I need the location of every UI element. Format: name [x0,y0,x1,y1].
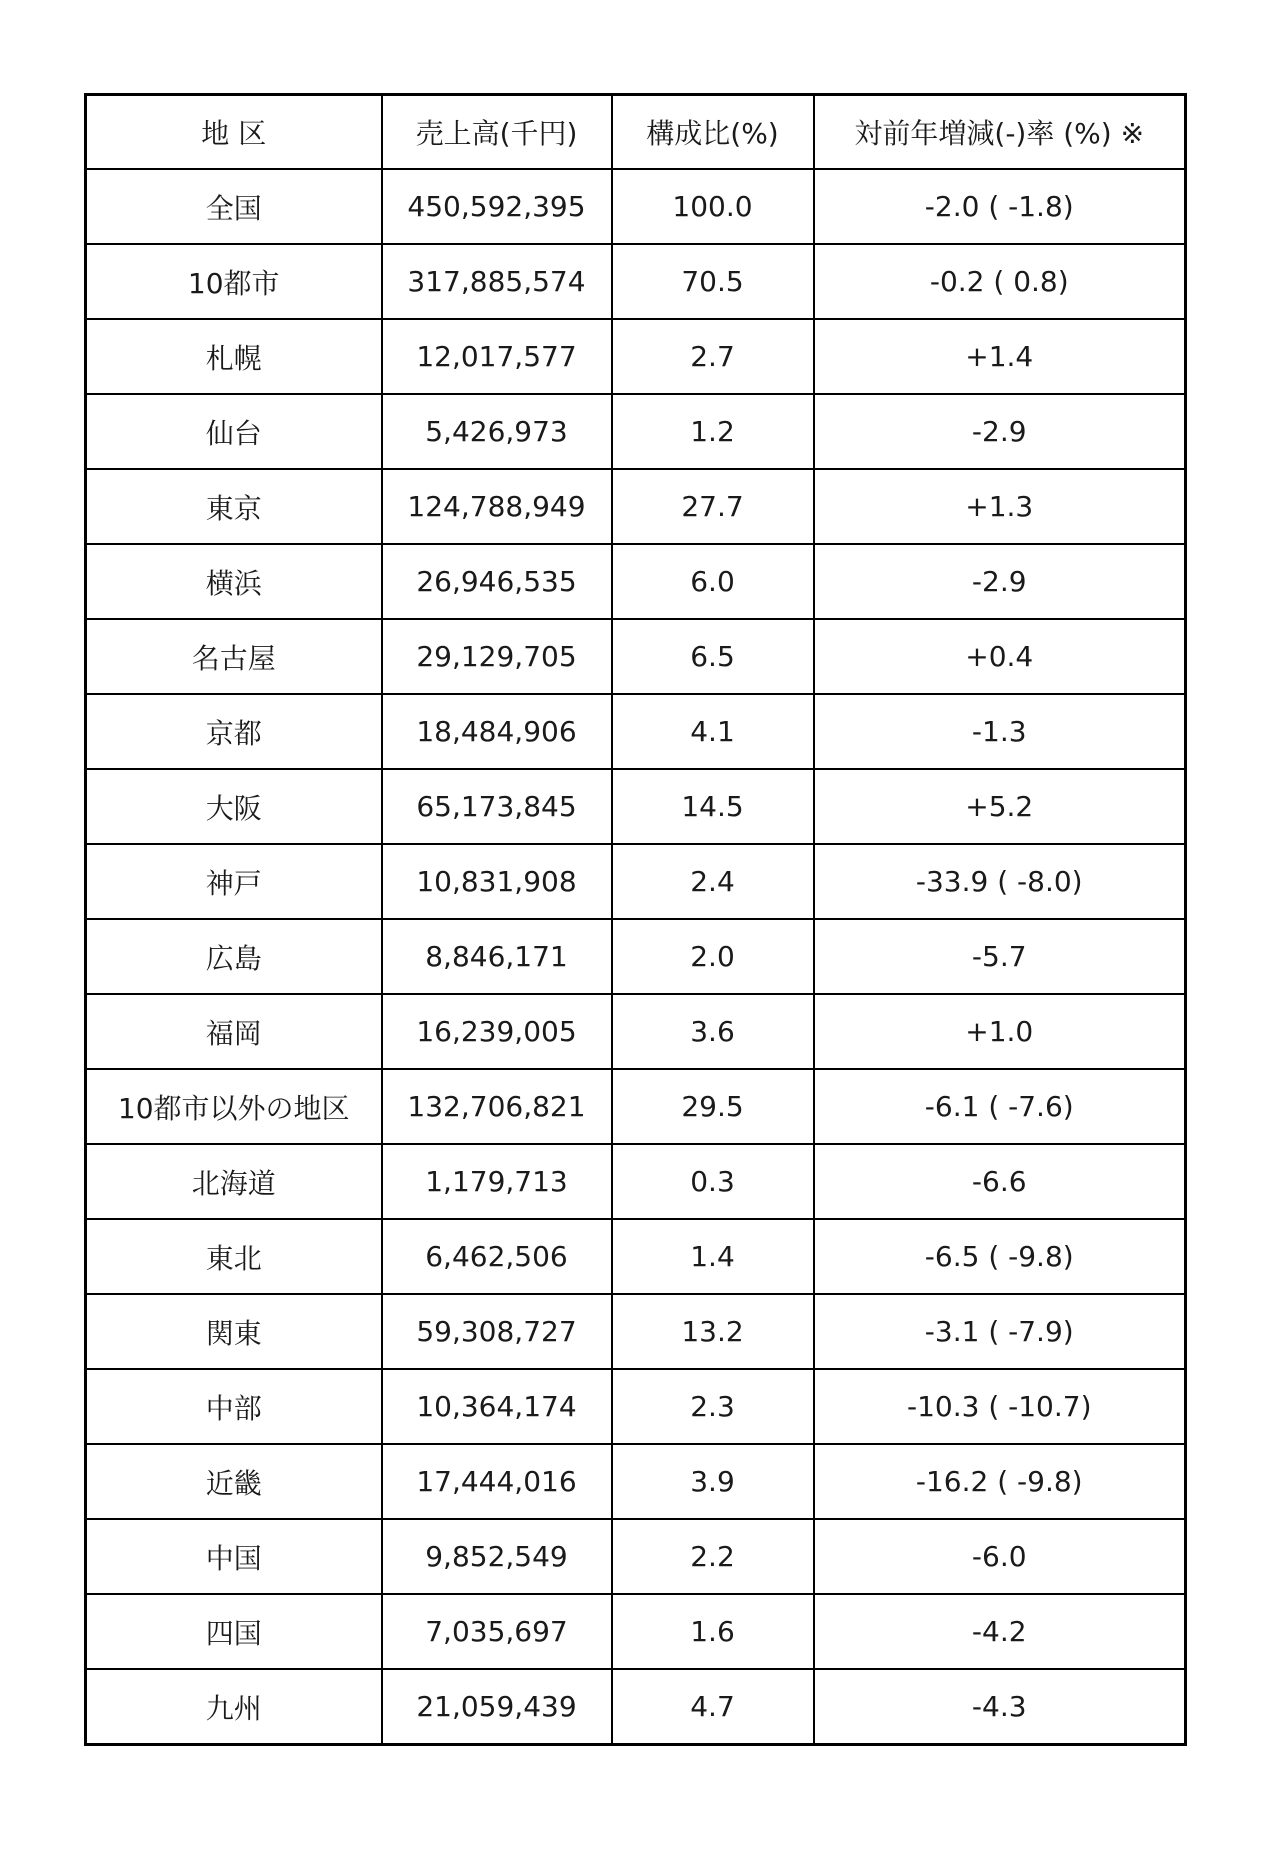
cell-sales: 10,831,908 [382,844,612,919]
cell-share: 29.5 [612,1069,814,1144]
table-row [86,1144,1186,1219]
cell-sales: 7,035,697 [382,1594,612,1669]
cell-share: 1.4 [612,1219,814,1294]
cell-sales: 132,706,821 [382,1069,612,1144]
cell-share: 14.5 [612,769,814,844]
cell-sales: 59,308,727 [382,1294,612,1369]
cell-sales: 10,364,174 [382,1369,612,1444]
cell-region: 北海道 [86,1144,382,1219]
cell-share: 2.0 [612,919,814,994]
cell-yoy-change: -4.2 [814,1594,1186,1669]
cell-share: 2.7 [612,319,814,394]
regional-sales-table [84,93,1187,1746]
header-sales: 売上高(千円) [382,95,612,170]
table-row [86,919,1186,994]
cell-region: 仙台 [86,394,382,469]
cell-yoy-change: -6.0 [814,1519,1186,1594]
cell-yoy-change: +5.2 [814,769,1186,844]
table-row [86,1369,1186,1444]
cell-yoy-change: +1.4 [814,319,1186,394]
cell-sales: 9,852,549 [382,1519,612,1594]
cell-yoy-change: -1.3 [814,694,1186,769]
cell-sales: 317,885,574 [382,244,612,319]
cell-region: 全国 [86,169,382,244]
cell-share: 3.6 [612,994,814,1069]
table-row [86,169,1186,244]
table-row [86,994,1186,1069]
table-row [86,844,1186,919]
cell-sales: 65,173,845 [382,769,612,844]
cell-region: 関東 [86,1294,382,1369]
cell-share: 1.6 [612,1594,814,1669]
cell-yoy-change: -6.6 [814,1144,1186,1219]
cell-region: 神戸 [86,844,382,919]
cell-sales: 450,592,395 [382,169,612,244]
cell-region: 大阪 [86,769,382,844]
document-page [84,93,1184,1746]
table-row [86,1669,1186,1745]
cell-region: 横浜 [86,544,382,619]
table-row [86,1519,1186,1594]
cell-share: 4.1 [612,694,814,769]
cell-yoy-change: -6.1 ( -7.6) [814,1069,1186,1144]
cell-yoy-change: +0.4 [814,619,1186,694]
cell-yoy-change: -33.9 ( -8.0) [814,844,1186,919]
cell-region: 四国 [86,1594,382,1669]
cell-yoy-change: -2.9 [814,544,1186,619]
cell-sales: 124,788,949 [382,469,612,544]
cell-sales: 1,179,713 [382,1144,612,1219]
cell-sales: 12,017,577 [382,319,612,394]
cell-share: 0.3 [612,1144,814,1219]
cell-share: 6.5 [612,619,814,694]
cell-region: 京都 [86,694,382,769]
cell-share: 3.9 [612,1444,814,1519]
cell-region: 東京 [86,469,382,544]
cell-region: 東北 [86,1219,382,1294]
cell-share: 2.3 [612,1369,814,1444]
cell-share: 70.5 [612,244,814,319]
cell-sales: 26,946,535 [382,544,612,619]
cell-share: 2.4 [612,844,814,919]
header-share: 構成比(%) [612,95,814,170]
table-header-row [86,95,1186,170]
table-row [86,1594,1186,1669]
table-row [86,769,1186,844]
cell-sales: 21,059,439 [382,1669,612,1745]
cell-sales: 18,484,906 [382,694,612,769]
cell-share: 27.7 [612,469,814,544]
cell-region: 10都市以外の地区 [86,1069,382,1144]
table-row [86,619,1186,694]
table-row [86,469,1186,544]
cell-yoy-change: -4.3 [814,1669,1186,1745]
cell-share: 2.2 [612,1519,814,1594]
cell-sales: 5,426,973 [382,394,612,469]
table-row [86,319,1186,394]
cell-region: 中国 [86,1519,382,1594]
table-row [86,1219,1186,1294]
cell-sales: 6,462,506 [382,1219,612,1294]
cell-sales: 16,239,005 [382,994,612,1069]
cell-share: 6.0 [612,544,814,619]
cell-yoy-change: -3.1 ( -7.9) [814,1294,1186,1369]
cell-region: 九州 [86,1669,382,1745]
cell-yoy-change: -10.3 ( -10.7) [814,1369,1186,1444]
cell-yoy-change: -2.0 ( -1.8) [814,169,1186,244]
table-row [86,694,1186,769]
cell-yoy-change: +1.0 [814,994,1186,1069]
cell-yoy-change: -16.2 ( -9.8) [814,1444,1186,1519]
cell-region: 中部 [86,1369,382,1444]
table-row [86,544,1186,619]
table-row [86,244,1186,319]
table-row [86,1069,1186,1144]
cell-sales: 8,846,171 [382,919,612,994]
cell-sales: 29,129,705 [382,619,612,694]
table-row [86,1294,1186,1369]
header-yoy-change: 対前年増減(-)率 (%) ※ [814,95,1186,170]
cell-yoy-change: -2.9 [814,394,1186,469]
cell-region: 福岡 [86,994,382,1069]
cell-yoy-change: -5.7 [814,919,1186,994]
cell-region: 広島 [86,919,382,994]
cell-yoy-change: +1.3 [814,469,1186,544]
cell-share: 1.2 [612,394,814,469]
table-row [86,1444,1186,1519]
cell-yoy-change: -6.5 ( -9.8) [814,1219,1186,1294]
header-region: 地 区 [86,95,382,170]
cell-region: 札幌 [86,319,382,394]
cell-region: 名古屋 [86,619,382,694]
cell-share: 13.2 [612,1294,814,1369]
cell-sales: 17,444,016 [382,1444,612,1519]
table-body [86,169,1186,1745]
cell-region: 10都市 [86,244,382,319]
cell-share: 100.0 [612,169,814,244]
table-row [86,394,1186,469]
cell-share: 4.7 [612,1669,814,1745]
cell-yoy-change: -0.2 ( 0.8) [814,244,1186,319]
cell-region: 近畿 [86,1444,382,1519]
